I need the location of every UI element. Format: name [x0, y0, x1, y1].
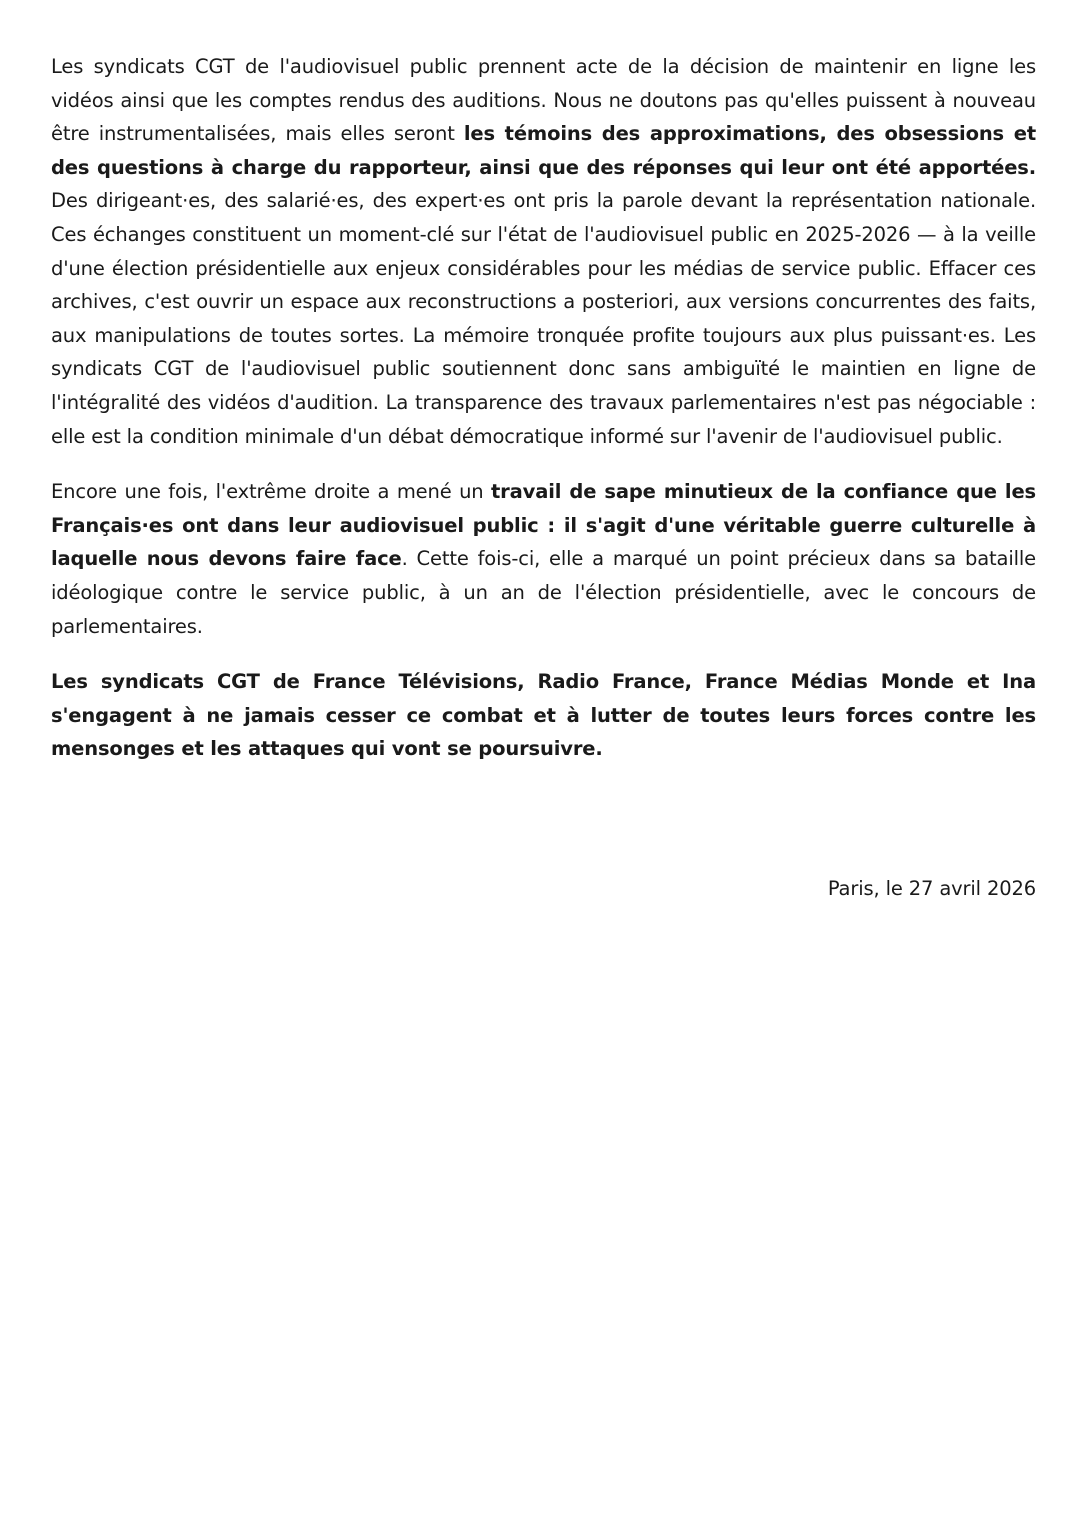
paragraph-far-right-body: . Cette fois-ci, elle a marqué un point précieux dans sa bataille idéologique contre le service public, à un an de l'élection présidentielle, avec le concours de parlementaires. [51, 547, 1036, 638]
paragraph-archives-emphasis: les témoins des approximations, des obsessions et des questions à charge du rapporteur, ainsi que des réponses qui leur ont été apportées. [51, 122, 1036, 179]
paragraph-far-right [51, 475, 1036, 643]
paragraph-archives [51, 50, 1036, 453]
paragraph-commitment-text: Les syndicats CGT de France Télévisions, Radio France, France Médias Monde et Ina s'engagent à ne jamais cesser ce combat et à lutter de toutes leurs forces contre les mensonges et les attaques qui vont se poursuivre. [51, 670, 1036, 761]
document-body [51, 50, 1036, 788]
paragraph-archives-intro: Les syndicats CGT de l'audiovisuel public prennent acte de la décision de maintenir en ligne les vidéos ainsi que les comptes rendus des auditions. Nous ne doutons pas qu'elles puissent à nouveau être instrumentalisées, mais elles seront [51, 55, 1036, 146]
paragraph-commitment [51, 665, 1036, 766]
place-date-signature: Paris, le 27 avril 2026 [827, 877, 1036, 900]
paragraph-archives-body: Des dirigeant·es, des salarié·es, des expert·es ont pris la parole devant la représentation nationale. Ces échanges constituent un moment-clé sur l'état de l'audiovisuel public en 2025-2026 — à la veille d'une élection présidentielle aux enjeux considérables pour les médias de service public. Effacer ces archives, c'est ouvrir un espace aux reconstructions a posteriori, aux versions concurrentes des faits, aux manipulations de toutes sortes. La mémoire tronquée profite toujours aux plus puissant·es. Les syndicats CGT de l'audiovisuel public soutiennent donc sans ambiguïté le maintien en ligne de l'intégralité des vidéos d'audition. La transparence des travaux parlementaires n'est pas négociable : elle est la condition minimale d'un débat démocratique informé sur l'avenir de l'audiovisuel public. [51, 189, 1036, 448]
paragraph-far-right-intro: Encore une fois, l'extrême droite a mené un [51, 480, 492, 504]
paragraph-far-right-emphasis: travail de sape minutieux de la confiance que les Français·es ont dans leur audiovisuel public : il s'agit d'une véritable guerre culturelle à laquelle nous devons faire face [51, 480, 1036, 571]
